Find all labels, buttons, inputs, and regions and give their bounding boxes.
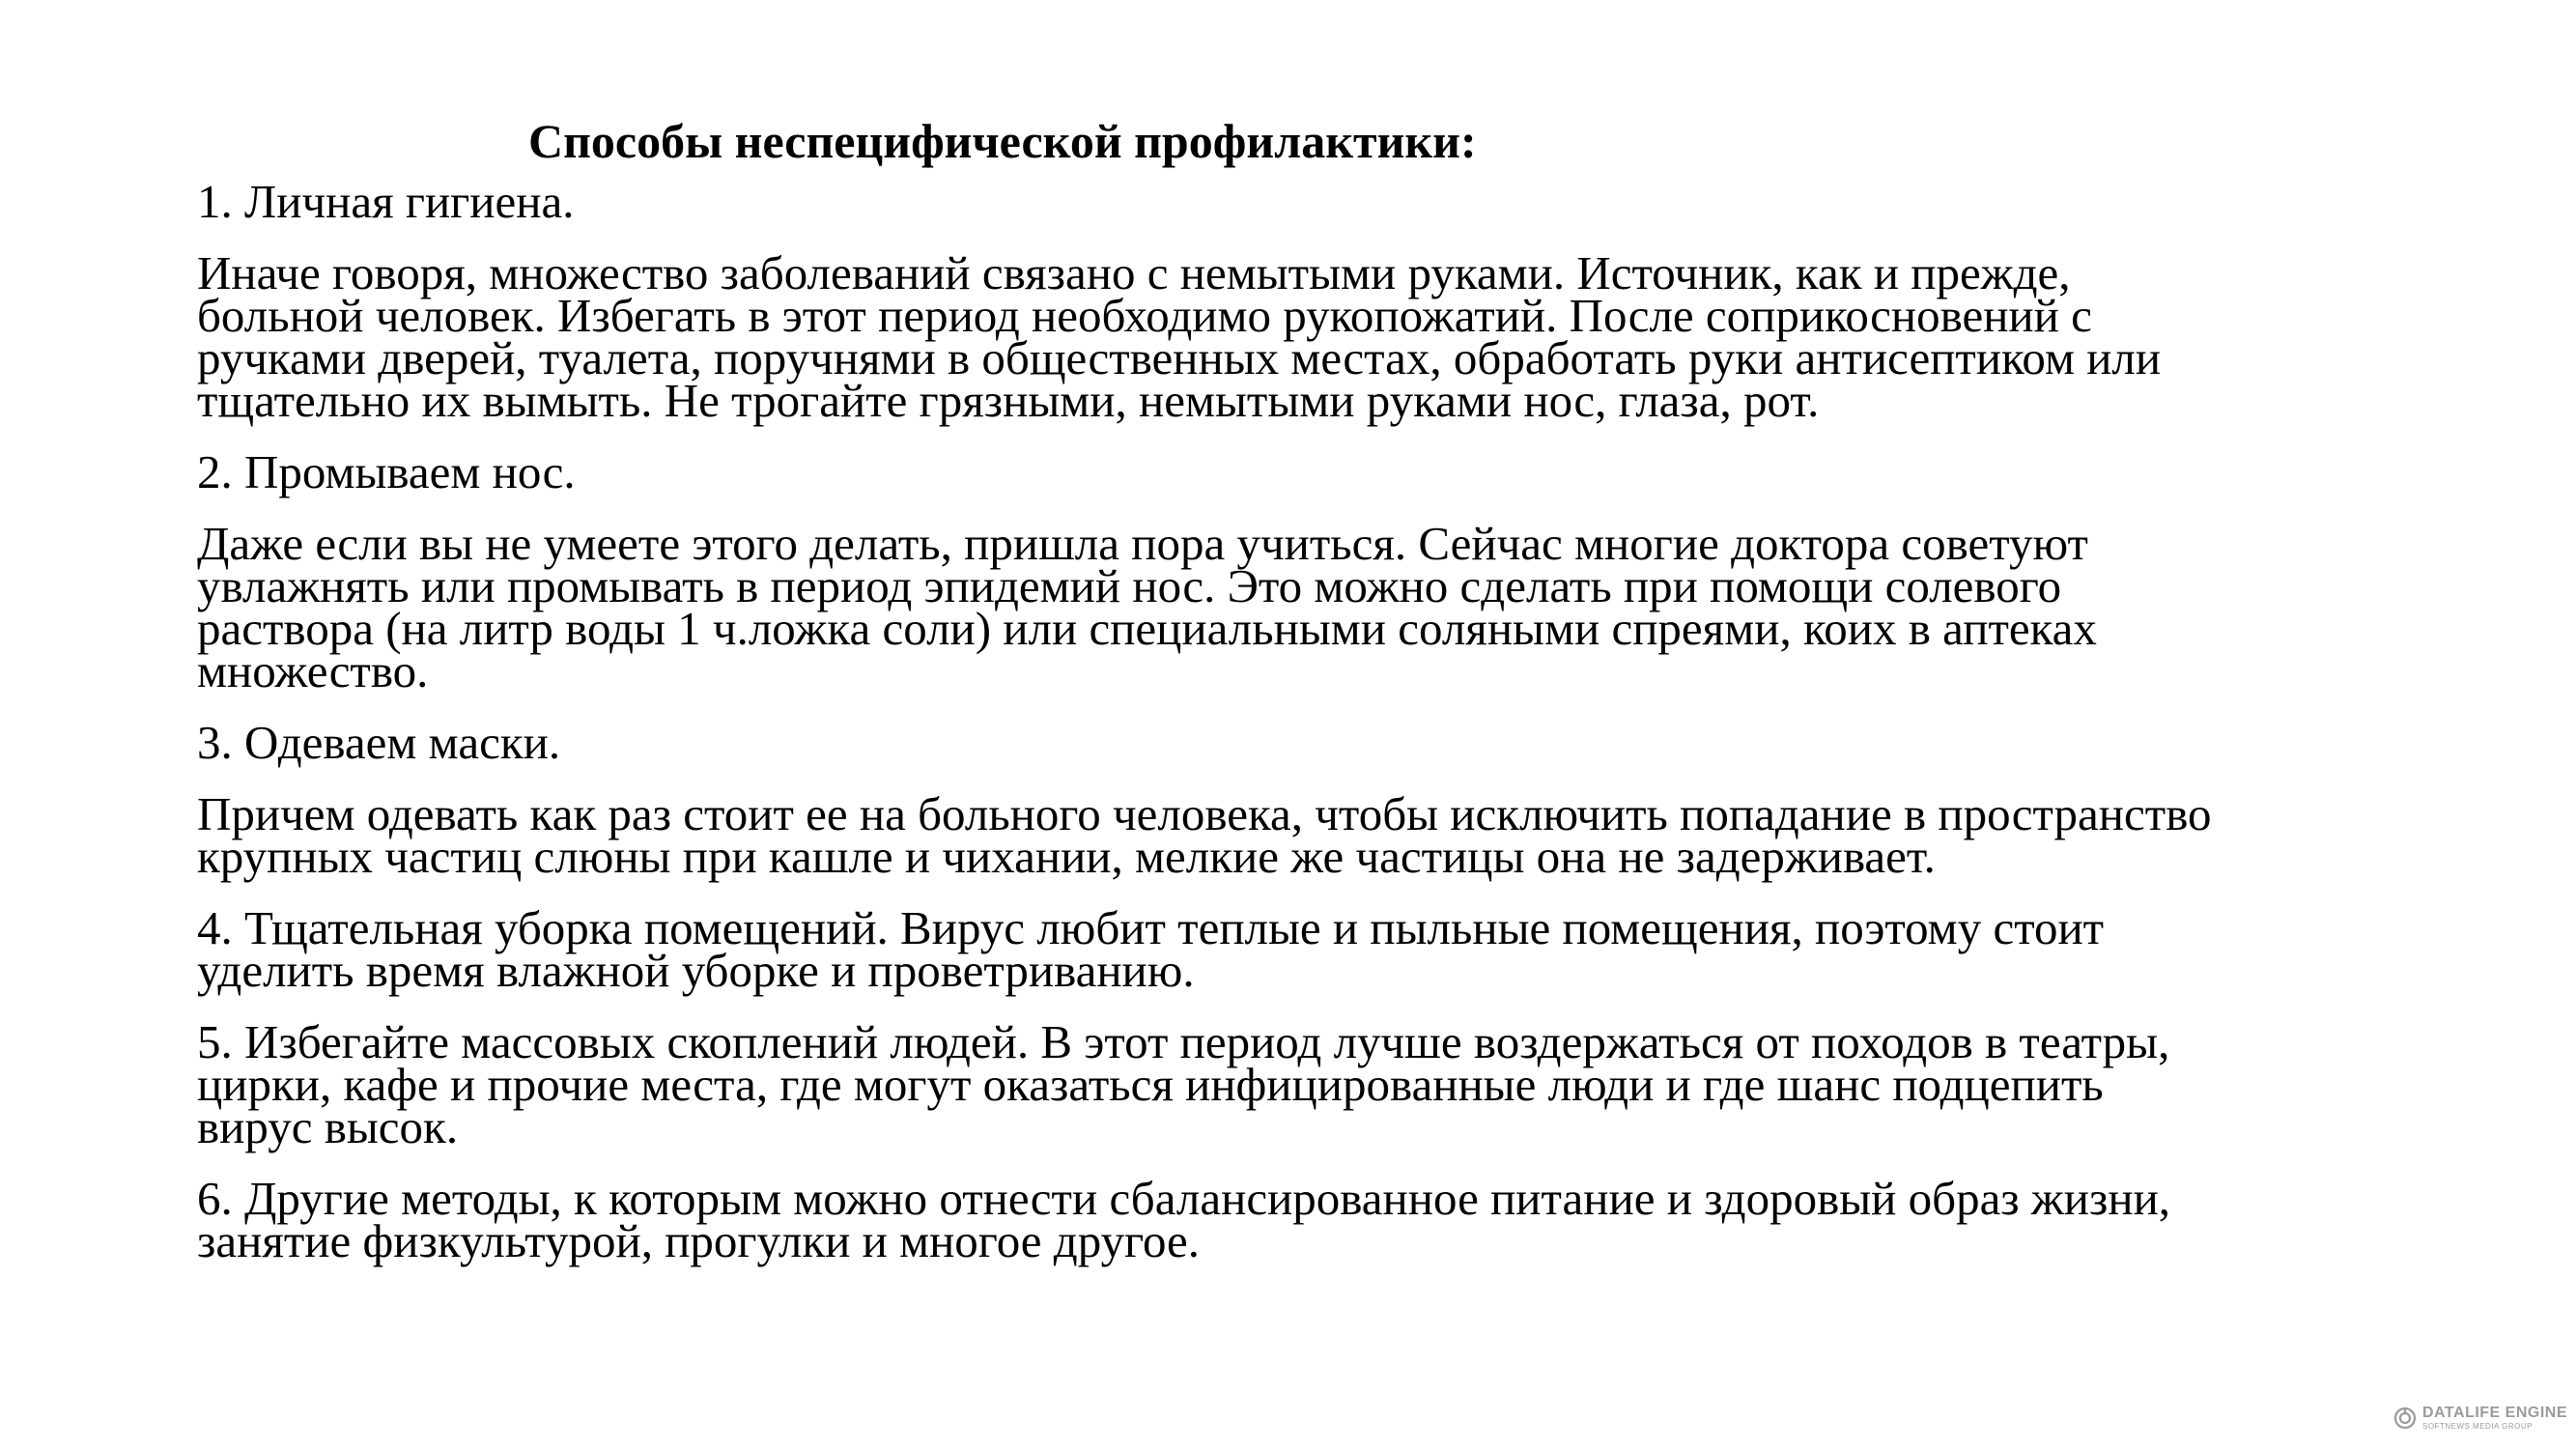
watermark (2393, 1406, 2567, 1431)
text-line: 2. Промываем нос. (197, 445, 576, 498)
paragraph (197, 445, 2448, 498)
text-line: 4. Тщательная уборка помещений. Вирус любит теплые и пыльные помещения, поэтому стоит (197, 901, 2105, 954)
paragraph (197, 175, 2448, 228)
paragraph (197, 517, 2448, 697)
watermark-text (2422, 1406, 2567, 1431)
paragraph (197, 716, 2448, 769)
text-line: увлажнять или промывать в период эпидемий нос. Это можно сделать при помощи солевого (197, 559, 2062, 612)
paragraph (197, 1172, 2448, 1267)
text-line: уделить время влажной уборке и проветриванию. (197, 944, 1195, 997)
text-line: крупных частиц слюны при кашле и чихании, мелкие же частицы она не задерживает. (197, 830, 1936, 883)
text-line: 1. Личная гигиена. (197, 175, 575, 228)
text-line: Причем одевать как раз стоит ее на больного человека, чтобы исключить попадание в пространство (197, 787, 2212, 840)
text-line: тщательно их вымыть. Не трогайте грязными, немытыми руками нос, глаза, рот. (197, 374, 1820, 427)
slide-content (197, 175, 2448, 1292)
watermark-subtitle: SOFTNEWS MEDIA GROUP (2422, 1422, 2534, 1431)
text-line: 3. Одеваем маски. (197, 716, 561, 769)
text-line: Даже если вы не умеете этого делать, пришла пора учиться. Сейчас многие доктора советуют (197, 517, 2088, 570)
text-line: множество. (197, 644, 429, 697)
paragraph (197, 1015, 2448, 1153)
text-line: занятие физкультурой, прогулки и многое другое. (197, 1214, 1201, 1267)
datalife-logo-icon (2393, 1406, 2417, 1430)
paragraph (197, 787, 2448, 883)
text-line: 6. Другие методы, к которым можно отнести сбалансированное питание и здоровый образ жизни, (197, 1172, 2171, 1225)
text-line: раствора (на литр воды 1 ч.ложка соли) или специальными соляными спреями, коих в аптеках (197, 602, 2097, 655)
text-line: вирус высок. (197, 1100, 459, 1153)
text-line: ручками дверей, туалета, поручнями в общественных местах, обработать руки антисептиком или (197, 331, 2162, 384)
paragraph (197, 901, 2448, 997)
text-line: 5. Избегайте массовых скоплений людей. В этот период лучше воздержаться от походов в театры, (197, 1015, 2170, 1068)
text-line: больной человек. Избегать в этот период необходимо рукопожатий. После соприкосновений с (197, 289, 2092, 342)
paragraph (197, 246, 2448, 427)
text-line: цирки, кафе и прочие места, где могут оказаться инфицированные люди и где шанс подцепить (197, 1058, 2104, 1111)
text-line: Иначе говоря, множество заболеваний связано с немытыми руками. Источник, как и прежде, (197, 246, 2071, 299)
watermark-brand: DATALIFE ENGINE (2422, 1405, 2568, 1421)
slide-title: Способы неспецифической профилактики: (528, 114, 1477, 168)
